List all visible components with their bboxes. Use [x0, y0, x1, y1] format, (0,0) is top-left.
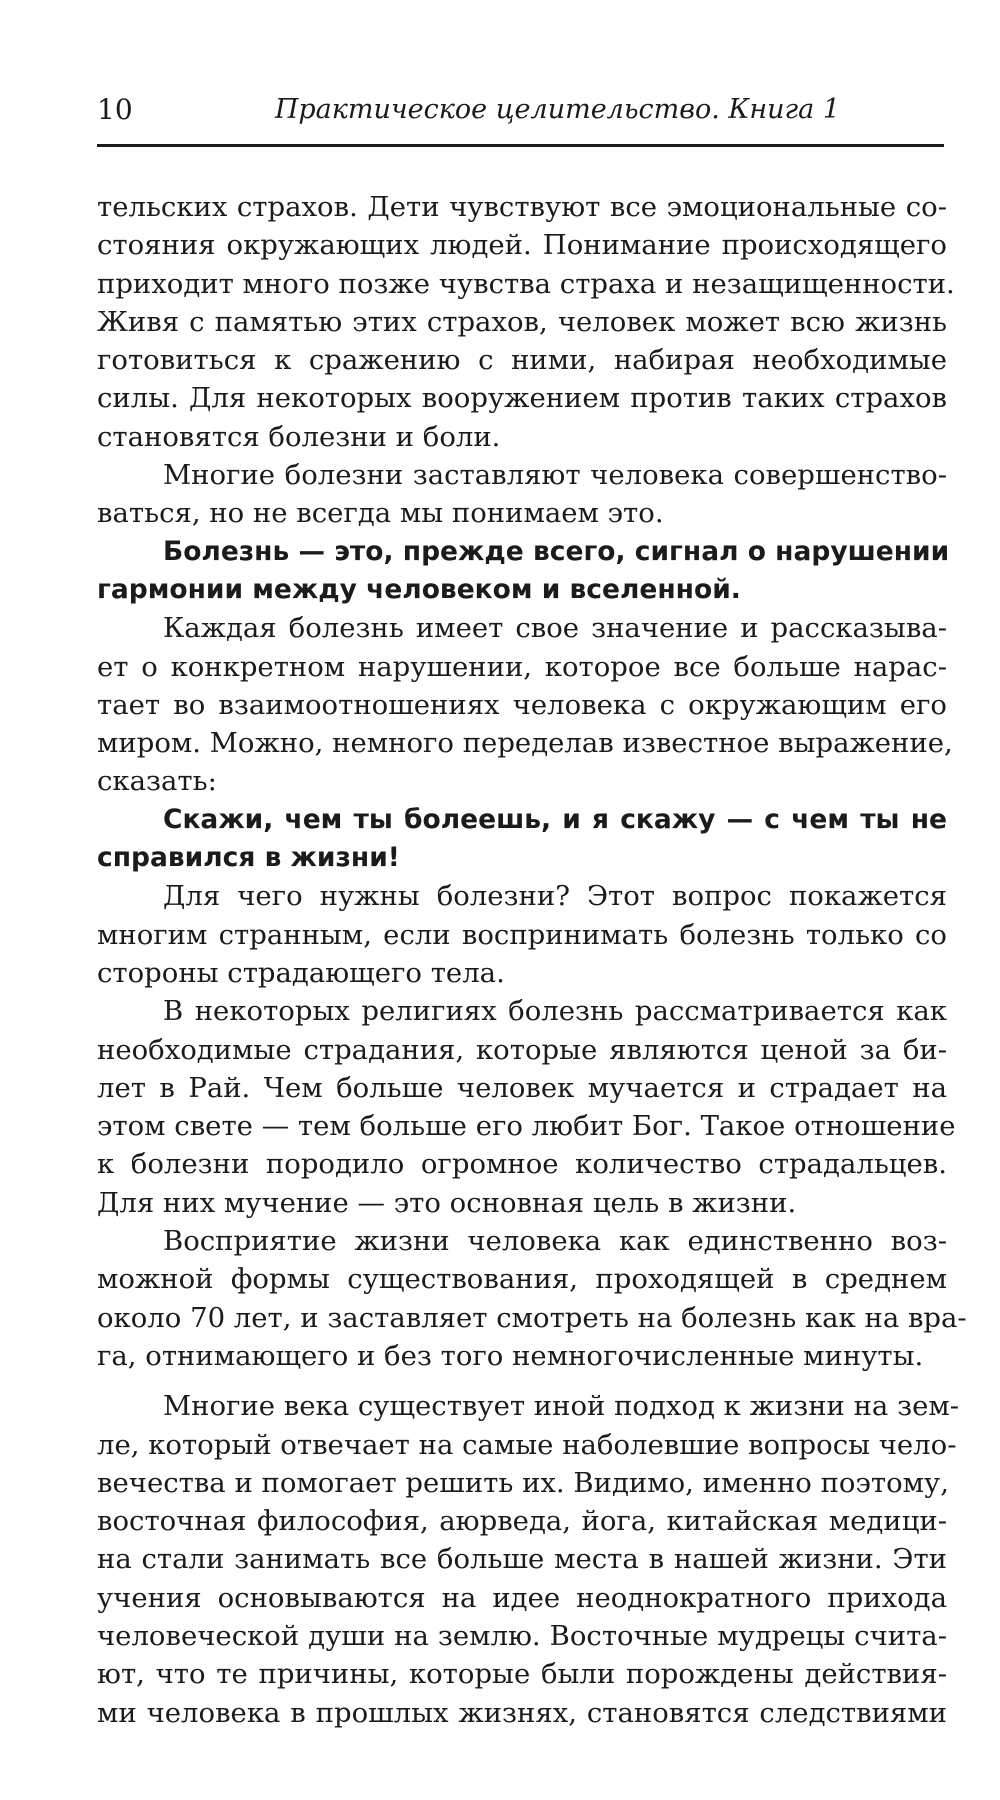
text-line: стороны страдающего тела. — [97, 956, 505, 989]
text-line: Для чего нужны болезни? Этот вопрос покажется — [163, 880, 947, 913]
text-line: приходит много позже чувства страха и незащищенности. — [97, 267, 955, 300]
text-line: ми человека в прошлых жизнях, становятся следствиями — [97, 1696, 947, 1729]
text-line: стояния окружающих людей. Понимание происходящего — [97, 229, 947, 262]
text-line: готовиться к сражению с ними, набирая необходимые — [97, 344, 947, 377]
text-line: становятся болезни и боли. — [97, 420, 501, 453]
body-text — [97, 188, 967, 1732]
text-line: миром. Можно, немного переделав известное выражение, — [97, 727, 953, 760]
paragraph-gap — [97, 1375, 947, 1387]
emphasis-line: Скажи, чем ты болеешь, и я скажу — с чем ты не — [163, 803, 947, 835]
text-line: вечества и помогает решить их. Видимо, именно поэтому, — [97, 1466, 949, 1499]
text-line: Живя с памятью этих страхов, человек может всю жизнь — [97, 305, 947, 338]
text-line: этом свете — тем больше его любит Бог. Такое отношение — [97, 1110, 956, 1143]
text-line: ет о конкретном нарушении, которое все больше нарас- — [97, 650, 947, 683]
text-line: многим странным, если воспринимать болезнь только со — [97, 918, 947, 951]
text-line: лет в Рай. Чем больше человек мучается и страдает на — [97, 1071, 947, 1104]
text-line: необходимые страдания, которые являются ценой за би- — [97, 1033, 947, 1066]
text-line: тельских страхов. Дети чувствуют все эмоциональные со- — [97, 191, 947, 223]
text-line: Для них мучение — это основная цель в жизни. — [97, 1186, 797, 1219]
text-line: ют, что те причины, которые были порождены действия- — [97, 1658, 947, 1691]
text-line: восточная философия, аюрведа, йога, китайская медици- — [97, 1505, 947, 1538]
text-line: Многие века существует иной подход к жизни на зем- — [163, 1390, 960, 1423]
text-line: силы. Для некоторых вооружением против таких страхов — [97, 382, 947, 415]
text-line: можной формы существования, проходящей в среднем — [97, 1263, 947, 1296]
text-line: учения основываются на идее неоднократного прихода — [97, 1581, 947, 1614]
text-line: человеческой души на землю. Восточные мудрецы счита- — [97, 1619, 947, 1652]
text-line: га, отнимающего и без того немногочисленные минуты. — [97, 1339, 924, 1372]
text-line: сказать: — [97, 765, 217, 798]
text-line: к болезни породило огромное количество страдальцев. — [97, 1148, 947, 1181]
text-line: Многие болезни заставляют человека совершенство- — [163, 459, 947, 492]
running-head — [97, 93, 944, 147]
text-line: В некоторых религиях болезнь рассматривается как — [163, 995, 947, 1028]
emphasis-line: гармонии между человеком и вселенной. — [97, 573, 741, 605]
page-number: 10 — [97, 93, 133, 126]
book-title: Практическое целительство. Книга 1 — [274, 94, 840, 125]
emphasis-line: справился в жизни! — [97, 842, 400, 874]
text-line: Восприятие жизни человека как единственно воз- — [163, 1225, 947, 1258]
emphasis-line: Болезнь — это, прежде всего, сигнал о нарушении — [163, 535, 950, 567]
text-line: тает во взаимоотношениях человека с окружающим его — [97, 688, 947, 721]
text-line: Каждая болезнь имеет свое значение и рассказыва- — [163, 612, 947, 645]
text-line: ваться, но не всегда мы понимаем это. — [97, 497, 664, 530]
text-line: ле, который отвечает на самые наболевшие вопросы чело- — [97, 1428, 957, 1461]
text-line: на стали занимать все больше места в нашей жизни. Эти — [97, 1543, 947, 1576]
text-line: около 70 лет, и заставляет смотреть на болезнь как на вра- — [97, 1301, 967, 1334]
